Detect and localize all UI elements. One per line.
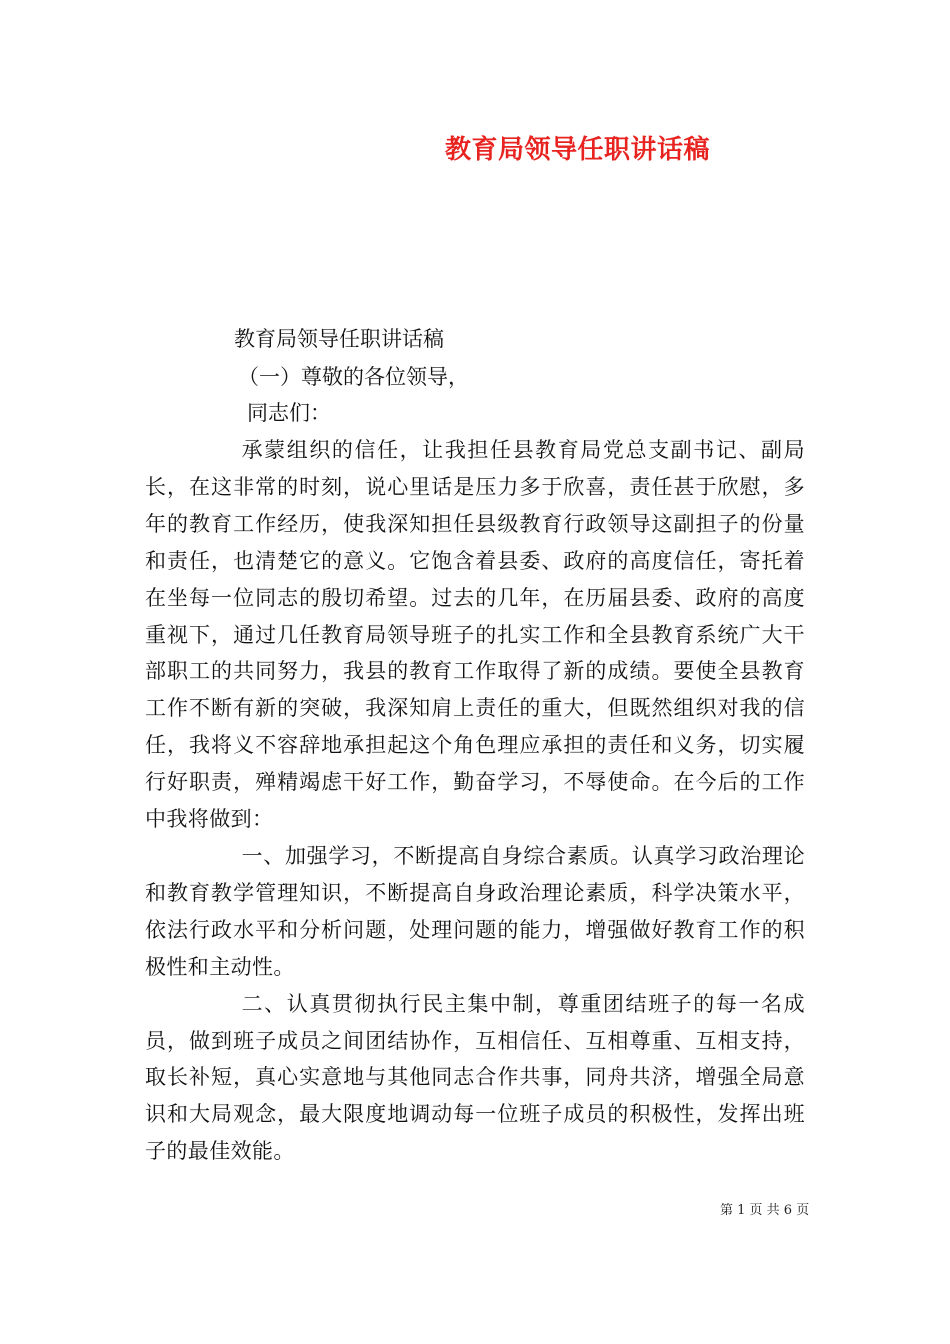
document-subtitle: 教育局领导任职讲话稿 (234, 327, 444, 351)
paragraph-2: 一、加强学习，不断提高自身综合素质。认真学习政治理论和教育教学管理知识，不断提高自身政治理论素质，科学决策水平，依法行政水平和分析问题，处理问题的能力，增强做好教育工作的积极性和主动性。 (145, 843, 805, 979)
paragraph-1: 承蒙组织的信任，让我担任县教育局党总支副书记、副局长，在这非常的时刻，说心里话是压力多于欣喜，责任甚于欣慰，多年的教育工作经历，使我深知担任县级教育行政领导这副担子的份量和责任，也清楚它的意义。它饱含着县委、政府的高度信任，寄托着在坐每一位同志的殷切希望。过去的几年，在历届县委、政府的高度重视下，通过几任教育局领导班子的扎实工作和全县教育系统广大干部职工的共同努力，我县的教育工作取得了新的成绩。要使全县教育工作不断有新的突破，我深知肩上责任的重大，但既然组织对我的信任，我将义不容辞地承担起这个角色理应承担的责任和义务，切实履行好职责，殚精竭虑干好工作，勤奋学习，不辱使命。在今后的工作中我将做到： (145, 438, 805, 832)
section-label: （一）尊敬的各位领导， (238, 365, 469, 389)
document-body (145, 432, 805, 1170)
document-title: 教育局领导任职讲话稿 (444, 135, 710, 165)
page-number-footer: 第 1 页 共 6 页 (720, 1203, 810, 1218)
paragraph-3: 二、认真贯彻执行民主集中制，尊重团结班子的每一名成员，做到班子成员之间团结协作，互相信任、互相尊重、互相支持，取长补短，真心实意地与其他同志合作共事，同舟共济，增强全局意识和大局观念，最大限度地调动每一位班子成员的积极性，发挥出班子的最佳效能。 (145, 991, 805, 1164)
salutation: 同志们： (247, 401, 331, 425)
